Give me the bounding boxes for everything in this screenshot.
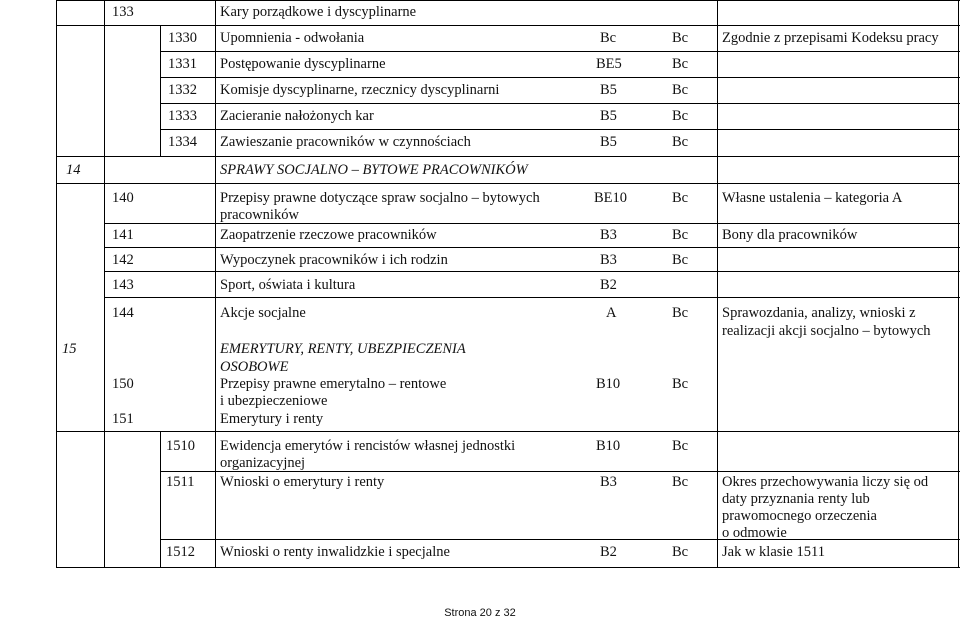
col-rule bbox=[104, 0, 105, 568]
row-1334-category-a: B5 bbox=[600, 134, 617, 150]
row-1332-code: 1332 bbox=[168, 82, 197, 98]
row-1511-title: Wnioski o emerytury i renty bbox=[220, 474, 385, 490]
row-141-title: Zaopatrzenie rzeczowe pracowników bbox=[220, 227, 437, 243]
row-rule bbox=[56, 183, 960, 184]
row-1333-code: 1333 bbox=[168, 108, 197, 124]
row-1511-category-b: Bc bbox=[672, 474, 689, 490]
row-1510-title-line-1: Ewidencja emerytów i rencistów własnej jednostki bbox=[220, 438, 516, 454]
row-1333-title: Zacieranie nałożonych kar bbox=[220, 108, 374, 124]
row-144-category-a: A bbox=[606, 305, 617, 321]
row-rule bbox=[56, 25, 960, 26]
row-150-category-a: B10 bbox=[596, 376, 621, 392]
row-142-title: Wypoczynek pracowników i ich rodzin bbox=[220, 252, 448, 268]
row-1334-code: 1334 bbox=[168, 134, 197, 150]
row-1330-note: Zgodnie z przepisami Kodeksu pracy bbox=[722, 30, 939, 46]
row-144-category-b: Bc bbox=[672, 305, 689, 321]
row-1331-category-a: BE5 bbox=[596, 56, 622, 72]
row-rule bbox=[104, 247, 960, 248]
row-1510-title-line-2: organizacyjnej bbox=[220, 455, 306, 471]
page-number: Strona 20 z 32 bbox=[444, 607, 516, 619]
row-1511-category-a: B3 bbox=[600, 474, 617, 490]
row-144-title: Akcje socjalne bbox=[220, 305, 306, 321]
row-1330-code: 1330 bbox=[168, 30, 197, 46]
row-144-note-line-1: Sprawozdania, analizy, wnioski z bbox=[722, 305, 916, 321]
row-rule bbox=[160, 129, 960, 130]
row-1510-category-a: B10 bbox=[596, 438, 621, 454]
section-14-code: 14 bbox=[66, 162, 81, 178]
row-140-category-a: BE10 bbox=[594, 190, 628, 206]
col-rule bbox=[160, 431, 161, 568]
row-1512-title: Wnioski o renty inwalidzkie i specjalne bbox=[220, 544, 450, 560]
row-150-title-line-2: i ubezpieczeniowe bbox=[220, 393, 328, 409]
row-1330-category-a: Bc bbox=[600, 30, 617, 46]
col-rule bbox=[215, 0, 216, 568]
row-144-note-line-2: realizacji akcji socjalno – bytowych bbox=[722, 323, 931, 339]
row-1512-note: Jak w klasie 1511 bbox=[722, 544, 825, 560]
row-1334-category-b: Bc bbox=[672, 134, 689, 150]
row-1334-title: Zawieszanie pracowników w czynnościach bbox=[220, 134, 471, 150]
row-143-code: 143 bbox=[112, 277, 134, 293]
row-1332-category-b: Bc bbox=[672, 82, 689, 98]
row-1512-category-a: B2 bbox=[600, 544, 617, 560]
row-140-title-line-2: pracowników bbox=[220, 207, 299, 223]
row-151-title: Emerytury i renty bbox=[220, 411, 324, 427]
row-1511-note-line-4: o odmowie bbox=[722, 525, 787, 541]
row-140-category-b: Bc bbox=[672, 190, 689, 206]
row-1512-category-b: Bc bbox=[672, 544, 689, 560]
row-1511-code: 1511 bbox=[166, 474, 195, 490]
row-1332-category-a: B5 bbox=[600, 82, 617, 98]
row-1331-code: 1331 bbox=[168, 56, 197, 72]
row-1333-category-b: Bc bbox=[672, 108, 689, 124]
row-143-title: Sport, oświata i kultura bbox=[220, 277, 356, 293]
row-141-category-b: Bc bbox=[672, 227, 689, 243]
row-1510-category-b: Bc bbox=[672, 438, 689, 454]
row-151-code: 151 bbox=[112, 411, 134, 427]
row-144-code: 144 bbox=[112, 305, 134, 321]
row-133-code: 133 bbox=[112, 4, 134, 20]
row-140-title-line-1: Przepisy prawne dotyczące spraw socjalno – bytowych bbox=[220, 190, 540, 206]
section-15-title-line-2: OSOBOWE bbox=[220, 359, 289, 375]
col-rule bbox=[717, 0, 718, 568]
row-1333-category-a: B5 bbox=[600, 108, 617, 124]
row-142-category-a: B3 bbox=[600, 252, 617, 268]
row-142-category-b: Bc bbox=[672, 252, 689, 268]
row-140-code: 140 bbox=[112, 190, 134, 206]
row-rule bbox=[160, 77, 960, 78]
row-rule bbox=[104, 297, 960, 298]
row-1510-code: 1510 bbox=[166, 438, 195, 454]
row-150-category-b: Bc bbox=[672, 376, 689, 392]
row-1511-note-line-1: Okres przechowywania liczy się od bbox=[722, 474, 929, 490]
row-141-category-a: B3 bbox=[600, 227, 617, 243]
row-142-code: 142 bbox=[112, 252, 134, 268]
row-1512-code: 1512 bbox=[166, 544, 195, 560]
row-140-note: Własne ustalenia – kategoria A bbox=[722, 190, 903, 206]
row-rule bbox=[104, 271, 960, 272]
row-1331-category-b: Bc bbox=[672, 56, 689, 72]
section-14-title: SPRAWY SOCJALNO – BYTOWE PRACOWNIKÓW bbox=[220, 162, 528, 178]
table-border-left bbox=[56, 0, 57, 568]
row-1332-title: Komisje dyscyplinarne, rzecznicy dyscyplinarni bbox=[220, 82, 500, 98]
row-rule bbox=[160, 103, 960, 104]
row-1330-title: Upomnienia - odwołania bbox=[220, 30, 365, 46]
row-rule bbox=[160, 539, 960, 540]
row-150-code: 150 bbox=[112, 376, 134, 392]
row-141-note: Bony dla pracowników bbox=[722, 227, 858, 243]
row-143-category-a: B2 bbox=[600, 277, 617, 293]
row-141-code: 141 bbox=[112, 227, 134, 243]
row-rule bbox=[160, 51, 960, 52]
table-border-top bbox=[56, 0, 960, 1]
section-15-title-line-1: EMERYTURY, RENTY, UBEZPIECZENIA bbox=[220, 341, 466, 357]
row-133-title: Kary porządkowe i dyscyplinarne bbox=[220, 4, 417, 20]
row-1511-note-line-3: prawomocnego orzeczenia bbox=[722, 508, 877, 524]
row-150-title-line-1: Przepisy prawne emerytalno – rentowe bbox=[220, 376, 447, 392]
row-rule bbox=[56, 156, 960, 157]
row-1511-note-line-2: daty przyznania renty lub bbox=[722, 491, 870, 507]
table-border-right bbox=[958, 0, 959, 568]
col-rule bbox=[160, 25, 161, 157]
table-border-bottom bbox=[56, 567, 960, 568]
row-1330-category-b: Bc bbox=[672, 30, 689, 46]
row-rule bbox=[56, 431, 960, 432]
section-15-code: 15 bbox=[62, 341, 77, 357]
row-1331-title: Postępowanie dyscyplinarne bbox=[220, 56, 386, 72]
